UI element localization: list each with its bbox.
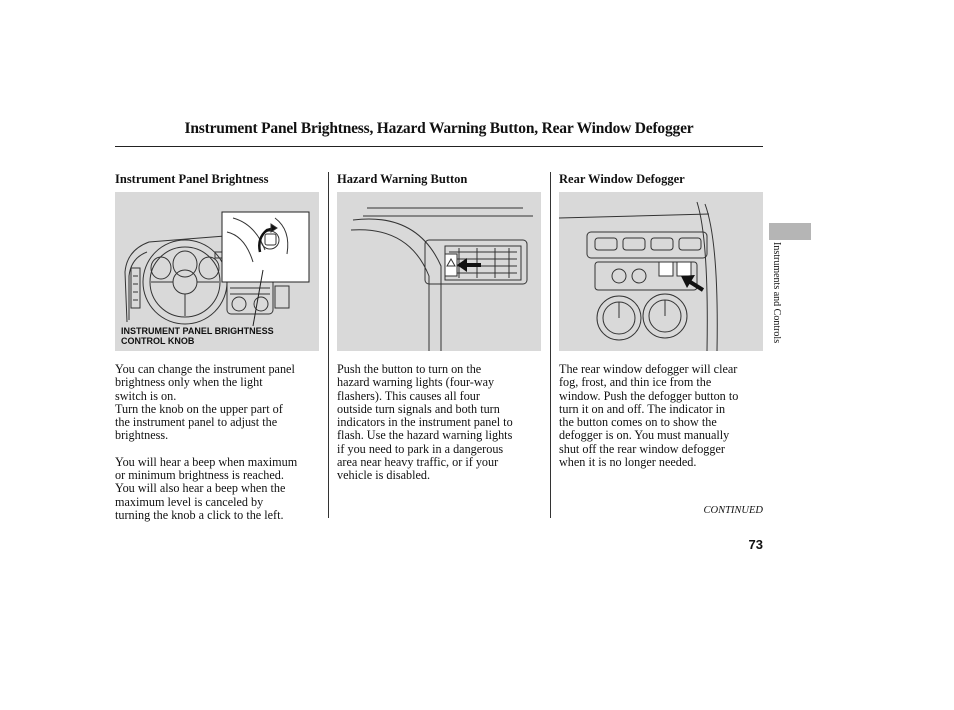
- section-instrument-panel-brightness: [115, 172, 322, 522]
- title-rule: [115, 146, 763, 147]
- column-divider: [550, 172, 551, 518]
- section-heading: Instrument Panel Brightness: [115, 172, 269, 186]
- hazard-warning-button-figure: [337, 192, 541, 351]
- paragraph: The rear window defogger will clear fog, frost, and thin ice from the window. Push the defogger button to turn it on and off. The indicator in the button comes on to show the defogger is on. You must manually shut off the rear window defogger when it is no longer needed.: [559, 362, 739, 470]
- section-body: [337, 363, 544, 483]
- paragraph: You will hear a beep when maximum or minimum brightness is reached. You will also hear a beep when the maximum level is canceled by turning the knob a click to the left.: [115, 454, 298, 522]
- section-body: [559, 363, 764, 469]
- page-title: Instrument Panel Brightness, Hazard Warning Button, Rear Window Defogger: [184, 120, 694, 137]
- rear-window-defogger-figure: [559, 192, 763, 351]
- column-divider: [328, 172, 329, 518]
- section-rear-window-defogger: [559, 172, 764, 469]
- section-heading: Hazard Warning Button: [337, 172, 468, 186]
- section-body: [115, 363, 322, 522]
- center-vent-illustration: [337, 192, 541, 351]
- side-tab-label: Instruments and Controls: [771, 242, 782, 344]
- paragraph: Push the button to turn on the hazard warning lights (four-way flashers). This causes all four outside turn signals and both turn indicators in the instrument panel to flash. Use the hazard warning lights if you need to park in a dangerous area near heavy traffic, or if your vehicle is disabled.: [337, 362, 513, 483]
- continued-label: CONTINUED: [703, 505, 763, 516]
- page-number: 73: [748, 537, 763, 552]
- figure-caption: INSTRUMENT PANEL BRIGHTNESS CONTROL KNOB: [121, 326, 274, 346]
- section-hazard-warning-button: [337, 172, 544, 483]
- paragraph: You can change the instrument panel brightness only when the light switch is on. Turn the knob on the upper part of the instrument panel to adjust the brightness.: [115, 362, 295, 443]
- instrument-panel-brightness-figure: [115, 192, 319, 351]
- side-tab-marker: [769, 223, 811, 240]
- section-heading: Rear Window Defogger: [559, 172, 685, 186]
- climate-control-illustration: [559, 192, 763, 351]
